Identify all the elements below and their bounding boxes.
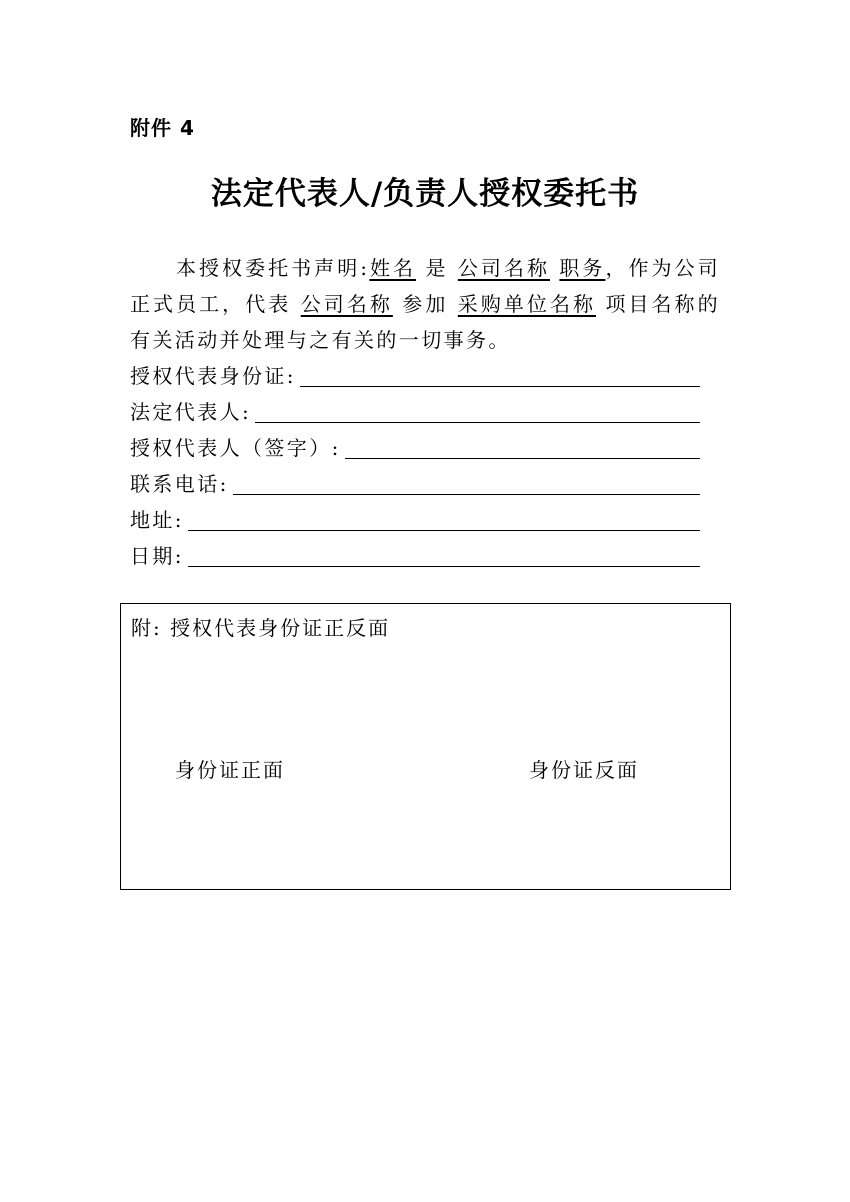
field-label: 地址: [130, 508, 184, 532]
statement-join: 参加 [402, 292, 449, 316]
field-blank-line [255, 422, 700, 423]
field-blank-line [188, 566, 700, 567]
name-placeholder: 姓名 [369, 256, 417, 280]
field-label: 联系电话: [130, 472, 229, 496]
field-blank-line [345, 458, 700, 459]
field-date [130, 538, 700, 574]
statement-paragraph [130, 250, 720, 358]
field-signature [130, 430, 700, 466]
id-card-box [120, 603, 731, 890]
field-id-card [130, 358, 700, 394]
field-phone [130, 466, 700, 502]
id-box-title: 附: 授权代表身份证正反面 [131, 616, 391, 640]
field-label: 法定代表人: [130, 400, 252, 424]
statement-mid: ，作为公司正式员工，代表 [130, 256, 720, 316]
field-blank-line [188, 530, 700, 531]
field-blank-line [300, 386, 700, 387]
document-body [130, 250, 720, 574]
id-card-front-label: 身份证正面 [175, 758, 285, 782]
field-legal-rep [130, 394, 700, 430]
company-placeholder: 公司名称 [457, 256, 550, 280]
statement-suffix: 项目名称的有关活动并处理与之有关的一切事务。 [130, 292, 720, 352]
field-address [130, 502, 700, 538]
field-label: 日期: [130, 544, 184, 568]
position-placeholder: 职务 [559, 256, 606, 280]
id-card-back-label: 身份证反面 [529, 758, 639, 782]
statement-prefix: 本授权委托书声明: [176, 256, 370, 280]
field-label: 授权代表人（签字）: [130, 436, 341, 460]
company-placeholder-2: 公司名称 [300, 292, 393, 316]
attachment-label: 附件 4 [130, 116, 195, 140]
statement-is: 是 [425, 256, 449, 280]
purchaser-placeholder: 采购单位名称 [457, 292, 597, 316]
document-title: 法定代表人/负责人授权委托书 [210, 176, 640, 212]
field-blank-line [233, 494, 700, 495]
field-label: 授权代表身份证: [130, 364, 296, 388]
